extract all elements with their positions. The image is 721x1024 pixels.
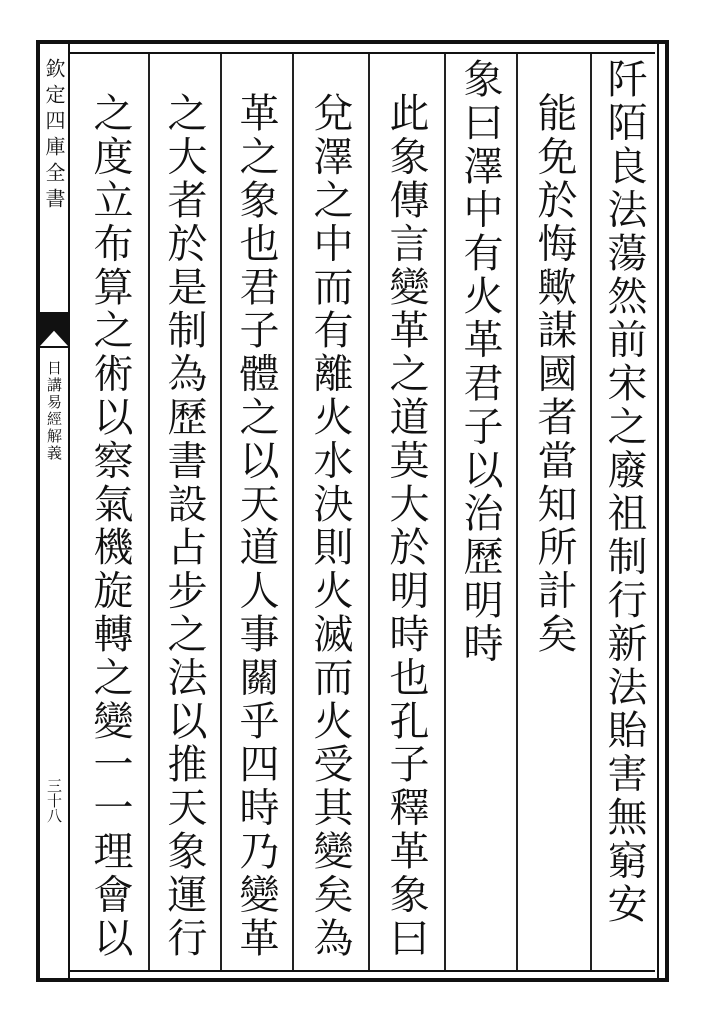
column-divider <box>444 54 446 970</box>
border-inner-rule-right <box>657 44 659 978</box>
text-column-6: 革之象也君子體之以天道人事關乎四時乃變革 <box>233 92 279 960</box>
text-column-1: 阡陌良法蕩然前宋之廢祖制行新法貽害無窮安 <box>601 58 647 926</box>
collection-title: 欽定四庫全書 <box>42 58 66 214</box>
page-number: 三十八 <box>45 778 63 823</box>
text-column-2: 能免於悔歟謀國者當知所計矣 <box>531 92 577 657</box>
column-divider <box>368 54 370 970</box>
column-divider <box>292 54 294 970</box>
border-inner-rule-top <box>70 52 655 54</box>
text-column-3: 象曰澤中有火革君子以治歷明時 <box>457 58 503 666</box>
text-column-7: 之大者於是制為歷書設占步之法以推天象運行 <box>161 92 207 960</box>
fishtail-rule <box>40 346 68 348</box>
margin-divider <box>68 44 70 978</box>
column-divider <box>516 54 518 970</box>
text-column-8: 之度立布算之術以察氣機旋轉之變一一理會以 <box>87 92 133 960</box>
column-divider <box>590 54 592 970</box>
text-column-4: 此象傳言變革之道莫大於明時也孔子釋革象曰 <box>383 92 429 960</box>
text-column-5: 兌澤之中而有離火水決則火滅而火受其變矣為 <box>307 92 353 960</box>
column-divider <box>220 54 222 970</box>
column-divider <box>148 54 150 970</box>
book-title: 日講易經解義 <box>45 360 63 462</box>
